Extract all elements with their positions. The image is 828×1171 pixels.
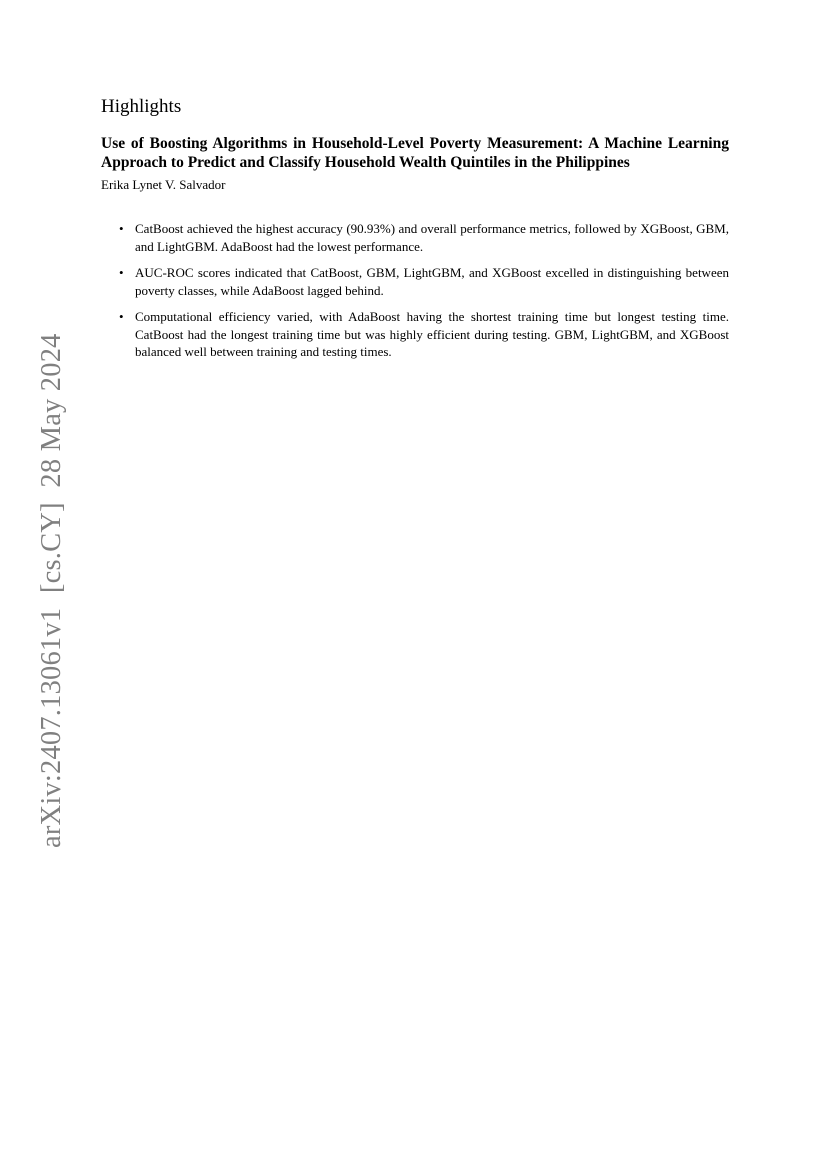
bullet-icon: • — [119, 309, 124, 324]
highlight-text: AUC-ROC scores indicated that CatBoost, GBM, LightGBM, and XGBoost excelled in distinguishing between poverty classes, while AdaBoost lagged behind. — [135, 265, 729, 298]
highlight-item — [101, 264, 729, 299]
bullet-icon: • — [119, 221, 124, 236]
highlights-heading: Highlights — [101, 96, 182, 117]
highlight-text: CatBoost achieved the highest accuracy (90.93%) and overall performance metrics, followed by XGBoost, GBM, and LightGBM. AdaBoost had the lowest performance. — [135, 221, 729, 254]
bullet-icon: • — [119, 265, 124, 280]
highlights-list — [101, 220, 729, 370]
highlight-item — [101, 308, 729, 361]
highlight-text: Computational efficiency varied, with AdaBoost having the shortest training time but longest testing time. CatBoost had the longest training time but was highly efficient during testing. GBM, LightGBM, and XGBoost balanced well between training and testing times. — [135, 309, 729, 359]
paper-title: Use of Boosting Algorithms in Household-Level Poverty Measurement: A Machine Learning Approach to Predict and Classify Household Wealth Quintiles in the Philippines — [101, 135, 729, 171]
highlight-item — [101, 220, 729, 255]
paper-author: Erika Lynet V. Salvador — [101, 177, 226, 192]
arxiv-identifier-stamp: arXiv:2407.13061v1 [cs.CY] 28 May 2024 — [36, 333, 67, 848]
